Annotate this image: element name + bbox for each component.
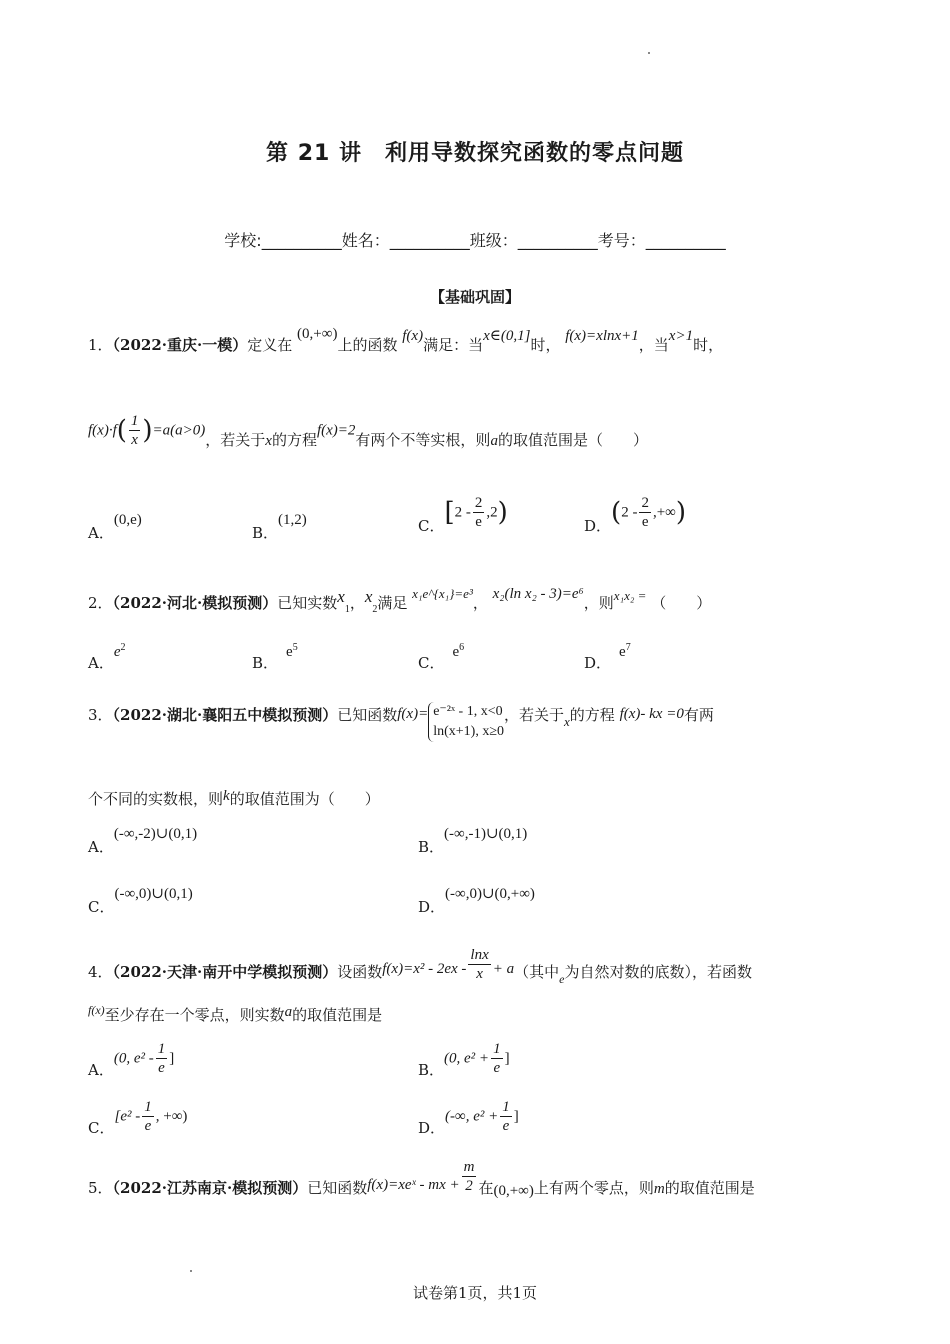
option-value: [e² - xyxy=(114,1108,141,1125)
q5-fraction xyxy=(462,1158,477,1195)
q1-text: 有两个不等实根，则 xyxy=(355,430,491,449)
option-label: A． xyxy=(88,838,114,856)
q2-condition-1: x₁e^{x₁}=e³ xyxy=(412,586,473,601)
question-3-line-1 xyxy=(88,702,714,742)
q4-text: （其中 xyxy=(514,962,560,981)
q1-text: 的取值范围是（ ） xyxy=(497,430,648,449)
q1-text: 时， xyxy=(530,336,561,354)
q5-domain: (0,+∞) xyxy=(493,1182,534,1199)
question-number: 3． xyxy=(88,706,113,724)
q2-condition-2: x₂(ln x₂ - 3)=e⁶ xyxy=(492,586,584,602)
fraction-numerator: 2 xyxy=(474,495,483,511)
q1-option-c: C．[2 - $\frac{2}{e}$ ,2) xyxy=(418,495,508,535)
option-value: (-∞,-1)∪(0,1) xyxy=(444,826,528,842)
q5-text: 的取值范围是 xyxy=(664,1178,755,1197)
question-3-line-2 xyxy=(88,788,380,809)
q4-fraction xyxy=(468,946,490,983)
q1-domain: (0,+∞) xyxy=(297,326,338,342)
q2-text: 已知实数 xyxy=(277,594,338,612)
q3-var: k xyxy=(223,788,230,804)
option-exponent: 5 xyxy=(292,642,298,653)
option-exponent: 2 xyxy=(120,642,126,653)
fraction-denominator: e xyxy=(502,1118,510,1134)
fraction-numerator: lnx xyxy=(470,947,489,963)
option-value: ] xyxy=(504,1050,510,1067)
fraction-denominator: e xyxy=(144,1118,152,1134)
fraction-numerator: 1 xyxy=(502,1099,510,1115)
option-value: ] xyxy=(513,1108,519,1125)
option-exponent: 6 xyxy=(459,642,465,653)
q1-option-d: D．(2 - $\frac{2}{e}$ ,+∞) xyxy=(584,495,686,535)
fraction-numerator: 1 xyxy=(144,1099,152,1115)
q3-var: x xyxy=(564,714,570,729)
q1-text: ，若关于 xyxy=(205,430,266,449)
q2-sub: 1 xyxy=(344,604,350,615)
fraction-denominator: e xyxy=(493,1060,501,1076)
option-value: e xyxy=(286,644,293,660)
question-4-line-1 xyxy=(88,946,752,986)
q1-fx: f(x) xyxy=(402,328,424,344)
q2-option-c xyxy=(418,640,465,672)
q1-cond-2: f(x)=xlnx+1 xyxy=(565,328,639,344)
q1-reciprocal-fraction xyxy=(129,412,141,449)
option-label: D． xyxy=(584,516,612,535)
q1-text: 定义在 xyxy=(247,336,293,354)
option-fraction xyxy=(639,494,651,531)
fraction-numerator: 1 xyxy=(130,413,139,429)
q5-var: m xyxy=(653,1180,665,1197)
q2-text: ，则 xyxy=(583,594,614,612)
fraction-numerator: 1 xyxy=(493,1041,501,1057)
q3-option-d xyxy=(418,882,535,916)
question-2-line-1: 2．（2022·河北·模拟预测）已知实数$x_1$，$x_2$满足 x₁e^{x₁}=e³， x₂(ln x₂ - 3)=e⁶，则x₁x₂ = （ ） xyxy=(88,586,712,615)
fraction-denominator: e xyxy=(641,514,649,530)
q3-option-a xyxy=(88,822,198,856)
question-5-line-1 xyxy=(88,1158,755,1199)
q3-option-b xyxy=(418,822,528,856)
q2-sub: 2 xyxy=(372,604,378,615)
option-label: A． xyxy=(88,654,114,672)
option-value: (0, e² + xyxy=(444,1050,490,1067)
question-source: （2022·河北·模拟预测） xyxy=(112,594,278,612)
option-label: A． xyxy=(88,1060,114,1079)
q5-text: 在 xyxy=(478,1178,494,1197)
option-fraction xyxy=(156,1040,168,1077)
q3-piecewise xyxy=(428,702,504,742)
question-number: 1． xyxy=(88,336,113,354)
question-4-line-2 xyxy=(88,1004,382,1025)
q3-equation: f(x)- kx =0 xyxy=(619,706,684,722)
option-fraction xyxy=(491,1040,503,1077)
option-value: (1,2) xyxy=(278,512,307,528)
option-label: C． xyxy=(88,1118,115,1137)
option-label: B． xyxy=(418,838,445,856)
option-label: C． xyxy=(418,654,445,672)
option-label: B． xyxy=(252,654,279,672)
q3-option-c xyxy=(88,882,193,916)
corner-mark-top xyxy=(648,52,650,54)
fraction-denominator: 2 xyxy=(465,1178,473,1194)
option-label: B． xyxy=(252,524,279,542)
question-source: （2022·天津·南开中学模拟预测） xyxy=(112,962,338,981)
q1-cond-1: x∈(0,1] xyxy=(483,328,531,344)
q3-text: 个不同的实数根，则 xyxy=(88,790,224,808)
q3-text: 的取值范围为（ ） xyxy=(229,790,380,808)
option-label: C． xyxy=(88,898,115,916)
option-value: 2 - xyxy=(621,504,638,521)
option-value: e xyxy=(452,644,460,660)
page-title: 第 21 讲 利用导数探究函数的零点问题 xyxy=(266,141,684,166)
q4-text: 的取值范围是 xyxy=(292,1006,383,1024)
q2-option-d xyxy=(584,640,631,672)
option-value: e xyxy=(619,644,626,660)
q4-var: e xyxy=(559,971,565,986)
fraction-denominator: e xyxy=(158,1060,165,1076)
fraction-numerator: m xyxy=(463,1159,475,1175)
corner-mark-bottom xyxy=(190,1270,192,1272)
option-value: , +∞) xyxy=(155,1108,188,1125)
option-value: (-∞, e² + xyxy=(445,1108,499,1125)
q2-var: x xyxy=(364,587,373,606)
option-value: ,+∞ xyxy=(652,504,676,521)
option-label: D． xyxy=(418,1118,446,1137)
option-label: C． xyxy=(418,516,445,535)
q3-case-2: ln(x+1), x≥0 xyxy=(433,724,504,739)
q1-product-value: =a(a>0) xyxy=(152,422,206,439)
q1-option-b xyxy=(252,508,307,542)
q4-function-ref: f(x) xyxy=(88,1003,105,1017)
question-source: （2022·湖北·襄阳五中模拟预测） xyxy=(112,706,338,724)
q1-text: ，当 xyxy=(638,336,669,354)
q4-option-b xyxy=(418,1040,510,1077)
q1-var: a xyxy=(490,432,498,449)
q3-text: 的方程 xyxy=(569,706,615,724)
q3-function-name: f(x)= xyxy=(397,706,429,722)
question-source: （2022·重庆·一模） xyxy=(112,336,248,354)
section-heading: 【基础巩固】 xyxy=(429,288,520,306)
q2-text: 满足 xyxy=(377,594,408,612)
option-label: D． xyxy=(418,898,446,916)
page-footer: 试卷第1页，共1页 xyxy=(412,1284,538,1302)
q2-text: ， xyxy=(349,594,365,612)
q5-text: 已知函数 xyxy=(307,1178,368,1197)
q2-var: x xyxy=(337,587,345,606)
option-value: (-∞,-2)∪(0,1) xyxy=(113,826,198,842)
q1-text: 的方程 xyxy=(271,430,317,449)
q3-case-1: e⁻²ˣ - 1, x<0 xyxy=(433,704,503,719)
q3-text: 已知函数 xyxy=(337,706,398,724)
fraction-numerator: 1 xyxy=(157,1041,166,1057)
question-number: 2． xyxy=(88,594,113,612)
q1-cond-3: x>1 xyxy=(668,328,694,344)
q5-function: f(x)=xeˣ - mx + xyxy=(367,1176,460,1193)
fraction-denominator: x xyxy=(476,966,483,982)
fraction-denominator: x xyxy=(131,432,138,448)
q2-option-b xyxy=(252,640,298,672)
option-value: (0, e² - xyxy=(113,1050,154,1067)
option-fraction xyxy=(473,494,485,531)
question-source: （2022·江苏南京·模拟预测） xyxy=(112,1178,308,1197)
option-fraction xyxy=(500,1098,512,1135)
student-info-line: 学校:__________姓名：__________班级：__________考号：__________ xyxy=(224,231,726,250)
option-value: (0,e) xyxy=(113,512,142,528)
fraction-numerator: 2 xyxy=(641,495,649,511)
q3-text: 有两 xyxy=(683,706,714,724)
option-exponent: 7 xyxy=(625,642,631,653)
q4-text: 设函数 xyxy=(337,962,383,981)
q1-product: f(x)·f xyxy=(88,422,117,439)
q1-text: 上的函数 xyxy=(337,336,398,354)
q1-text: 满足：当 xyxy=(423,336,484,354)
option-value: (-∞,0)∪(0,1) xyxy=(114,886,193,902)
option-value: (-∞,0)∪(0,+∞) xyxy=(445,886,535,902)
q3-text: ，若关于 xyxy=(504,706,565,724)
q1-var: x xyxy=(265,432,272,449)
q4-option-d xyxy=(418,1098,519,1135)
option-label: A． xyxy=(88,524,114,542)
q4-function: f(x)=x² - 2ex - xyxy=(382,960,467,977)
q1-equation: f(x)=2 xyxy=(316,422,356,439)
question-number: 5． xyxy=(88,1178,113,1197)
option-value: 2 - xyxy=(454,504,471,521)
q2-text: （ ） xyxy=(651,594,712,612)
question-1-line-2: f(x)·f( $\frac{1}{x}$ )=a(a>0)，若关于x的方程f(x)=2有两个不等实根，则a的取值范围是（ ） xyxy=(88,413,648,449)
q4-option-c xyxy=(88,1098,187,1135)
option-value: e xyxy=(113,644,121,660)
q1-option-a xyxy=(88,508,142,542)
q4-function: + a xyxy=(492,960,515,977)
q5-text: 上有两个零点，则 xyxy=(533,1178,654,1197)
option-value: ,2 xyxy=(486,504,498,521)
q2-option-a xyxy=(88,640,126,672)
q1-text: 时， xyxy=(693,336,724,354)
option-label: D． xyxy=(584,654,612,672)
question-number: 4． xyxy=(88,962,113,981)
q4-text: 至少存在一个零点，则实数 xyxy=(104,1006,285,1024)
option-fraction xyxy=(142,1098,154,1135)
q4-var: a xyxy=(284,1004,293,1020)
question-1-line-1 xyxy=(88,326,724,355)
q4-text: 为自然对数的底数），若函数 xyxy=(564,962,752,981)
option-label: B． xyxy=(418,1060,445,1079)
fraction-denominator: e xyxy=(475,514,482,530)
q2-product: x₁x₂ = xyxy=(613,588,647,603)
q4-option-a xyxy=(88,1040,174,1077)
option-value: ] xyxy=(169,1050,175,1067)
